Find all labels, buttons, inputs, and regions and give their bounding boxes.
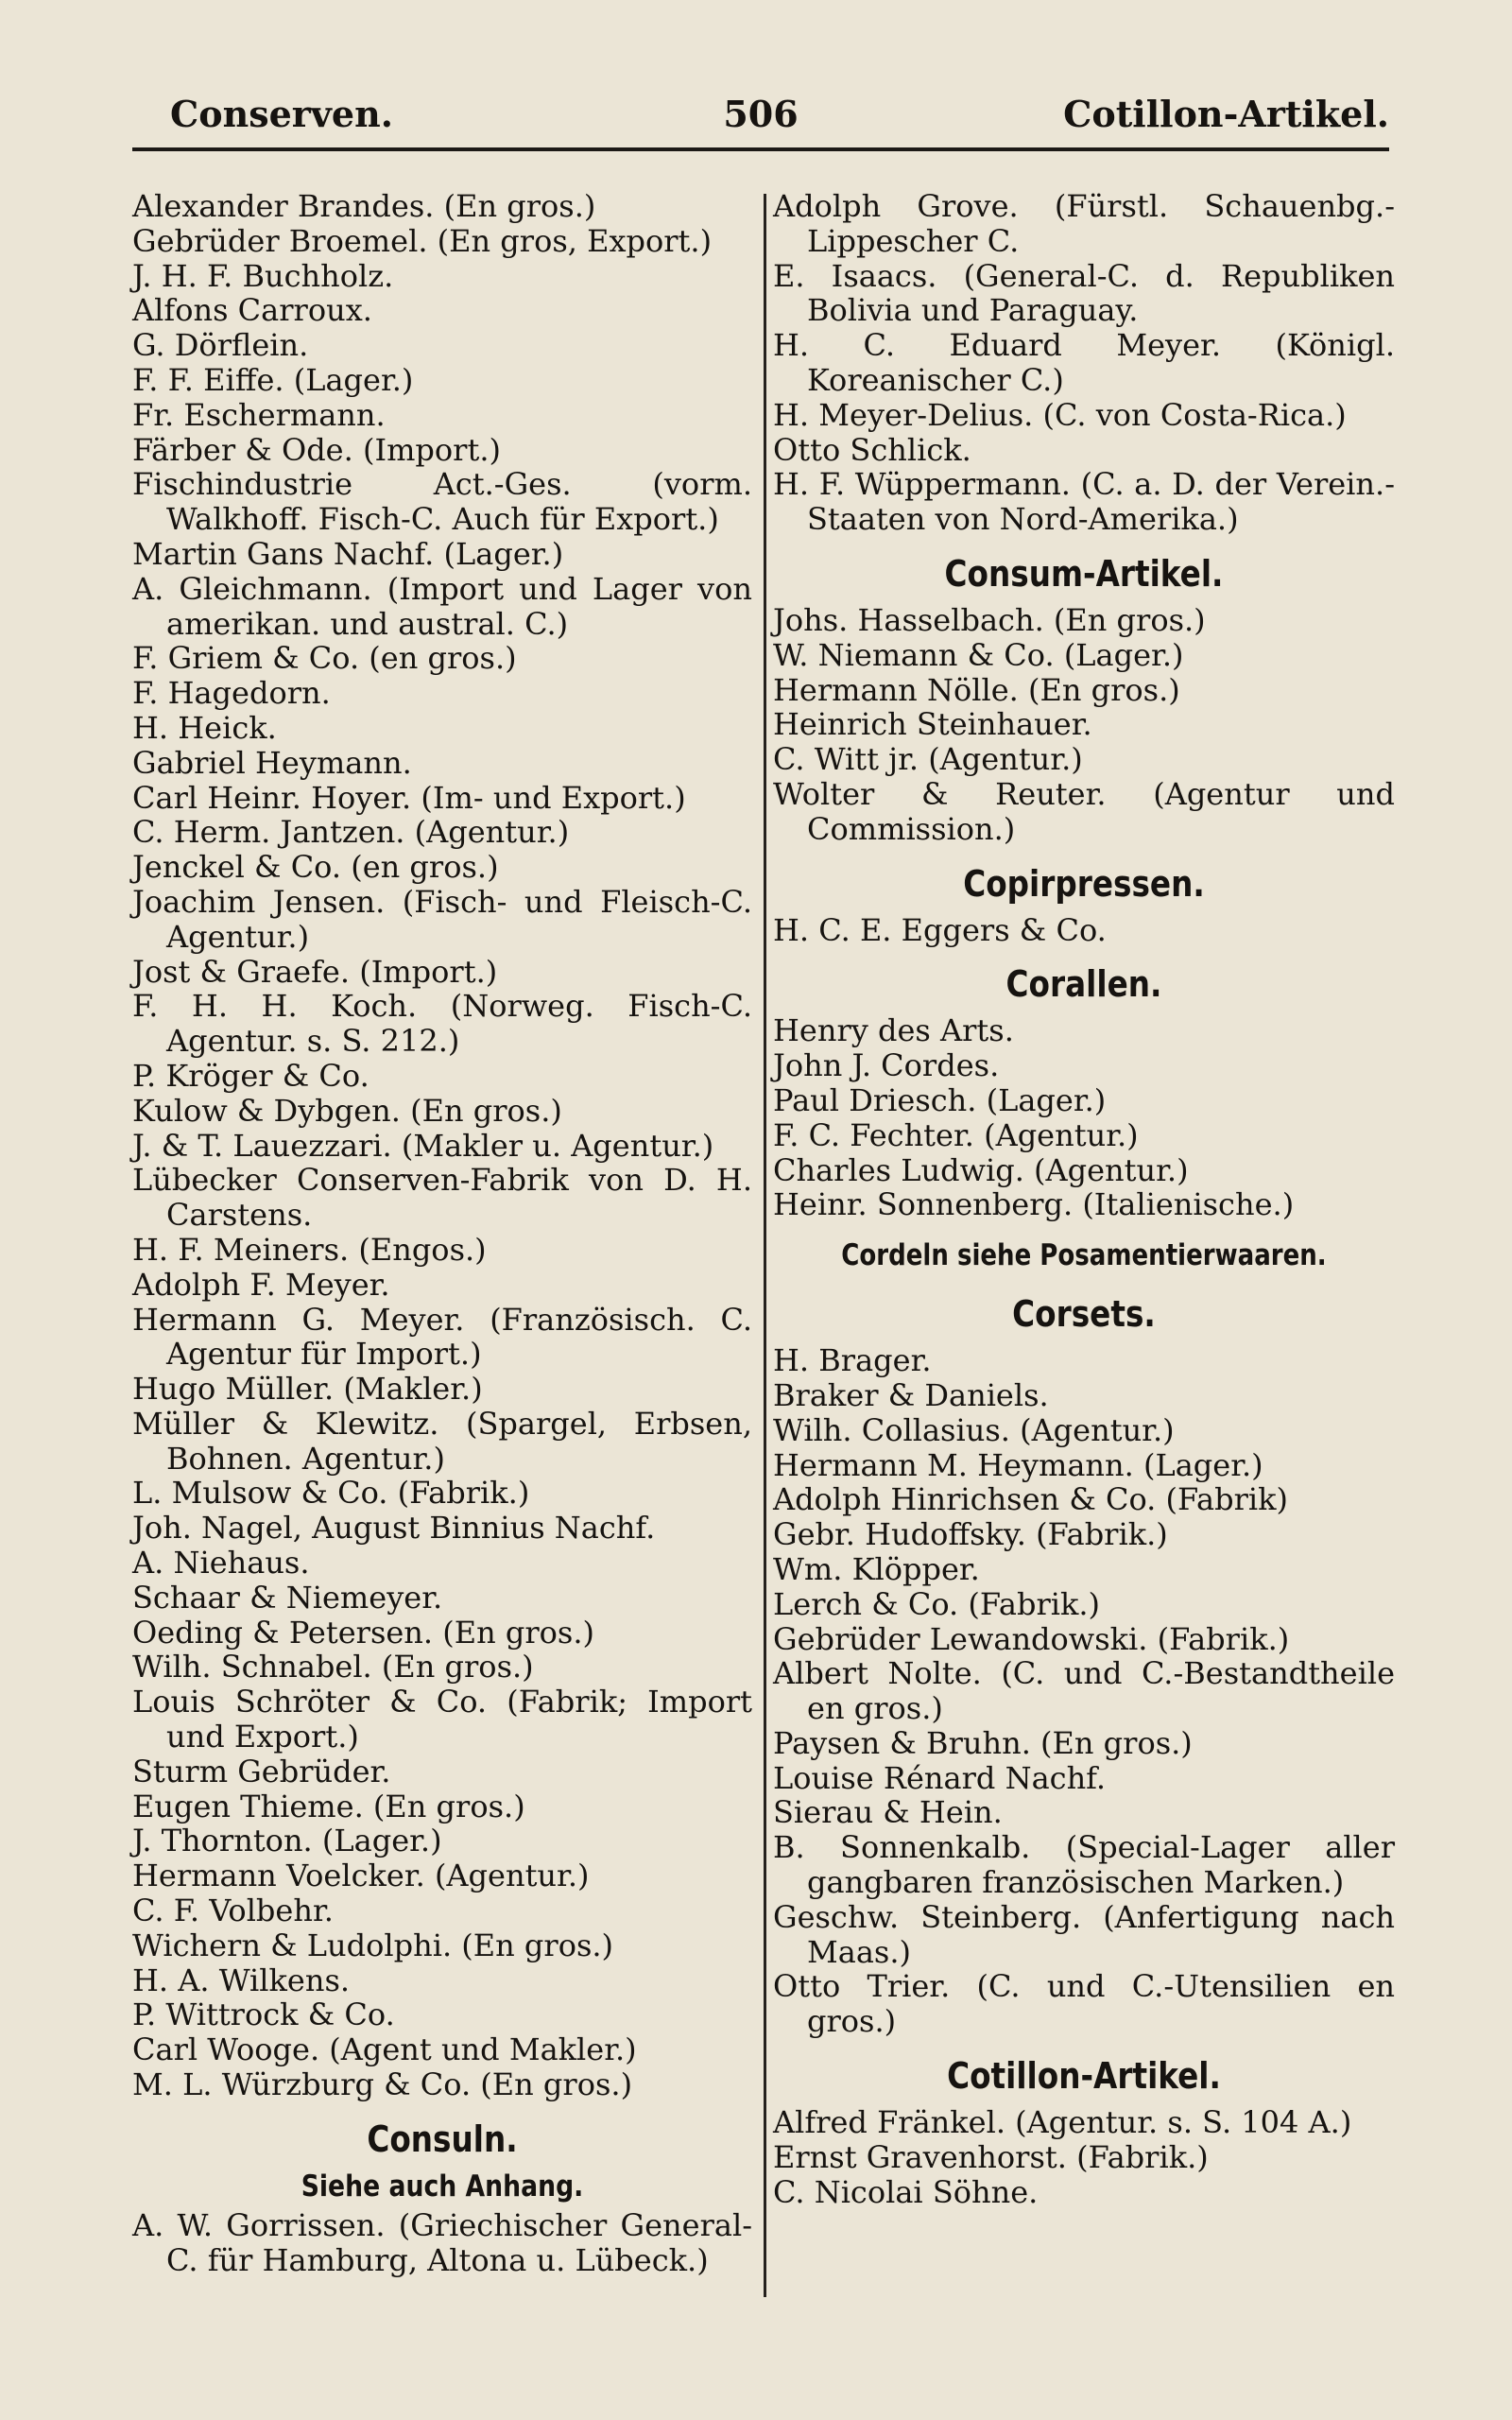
directory-entry: Carl Heinr. Hoyer. (Im- und Export.) — [132, 779, 686, 816]
directory-entry: C. Herm. Jantzen. (Agentur.) — [132, 814, 570, 851]
directory-entry: A. Niehaus. — [132, 1545, 310, 1582]
directory-entry: Müller & Klewitz. (Spargel, Erbsen, Bohnen. Agentur.) — [132, 1405, 752, 1477]
directory-entry: Otto Schlick. — [773, 431, 971, 468]
consuln-list — [132, 2208, 752, 2278]
directory-entry: Martin Gans Nachf. (Lager.) — [132, 535, 564, 572]
directory-entry: Gebr. Hudoffsky. (Fabrik.) — [773, 1516, 1168, 1553]
directory-entry: Färber & Ode. (Import.) — [132, 431, 501, 468]
directory-entry: Charles Ludwig. (Agentur.) — [773, 1151, 1189, 1188]
header-left-keyword: Conserven. — [170, 93, 393, 135]
directory-entry: Hugo Müller. (Makler.) — [132, 1371, 483, 1408]
directory-entry: Louis Schröter & Co. (Fabrik; Import und Export.) — [132, 1684, 752, 1755]
right-column — [773, 189, 1395, 2209]
directory-entry: Paul Driesch. (Lager.) — [773, 1081, 1107, 1118]
section-heading-corallen: Corallen. — [1005, 963, 1162, 1006]
directory-entry: John J. Cordes. — [773, 1047, 1000, 1084]
copirpressen-list — [773, 913, 1395, 948]
directory-entry: Gebrüder Lewandowski. (Fabrik.) — [773, 1620, 1290, 1657]
left-column — [132, 189, 752, 2277]
section-heading-consum-artikel: Consum-Artikel. — [944, 552, 1224, 595]
page-number: 506 — [723, 93, 799, 135]
directory-entry: H. F. Wüppermann. (C. a. D. der Verein.-Staaten von Nord-Amerika.) — [773, 466, 1395, 538]
conserven-list — [132, 189, 752, 2102]
directory-entry: Hermann G. Meyer. (Französisch. C. Agentur für Import.) — [132, 1301, 752, 1373]
directory-entry: W. Niemann & Co. (Lager.) — [773, 636, 1184, 673]
directory-entry: H. Heick. — [132, 709, 277, 746]
consuln-cross-reference: Siehe auch Anhang. — [301, 2169, 584, 2204]
directory-entry: Jost & Graefe. (Import.) — [132, 953, 498, 990]
directory-entry: Braker & Daniels. — [773, 1376, 1049, 1413]
directory-entry: H. Brager. — [773, 1342, 932, 1379]
directory-entry: Jenckel & Co. (en gros.) — [132, 849, 499, 886]
cordeln-cross-reference: Cordeln siehe Posamentierwaaren. — [841, 1238, 1327, 1273]
running-head — [132, 85, 1389, 146]
directory-entry: Hermann Nölle. (En gros.) — [773, 671, 1180, 708]
section-heading-consuln: Consuln. — [367, 2118, 518, 2160]
directory-entry: H. A. Wilkens. — [132, 1962, 351, 1998]
directory-entry: F. Griem & Co. (en gros.) — [132, 640, 517, 677]
directory-entry: Wilh. Collasius. (Agentur.) — [773, 1411, 1175, 1448]
directory-entry: M. L. Würzburg & Co. (En gros.) — [132, 2066, 633, 2103]
directory-entry: H. F. Meiners. (Engos.) — [132, 1231, 487, 1268]
column-divider — [764, 194, 766, 2297]
directory-entry: G. Dörflein. — [132, 327, 309, 364]
directory-entry: H. C. E. Eggers & Co. — [773, 911, 1107, 948]
directory-entry: Alexander Brandes. (En gros.) — [132, 188, 596, 224]
directory-entry: Sturm Gebrüder. — [132, 1753, 391, 1789]
directory-entry: H. C. Eduard Meyer. (Königl. Koreanischer C.) — [773, 327, 1395, 398]
directory-entry: J. & T. Lauezzari. (Makler u. Agentur.) — [132, 1127, 714, 1164]
directory-entry: Wichern & Ludolphi. (En gros.) — [132, 1927, 614, 1963]
consuln-continued-list — [773, 189, 1395, 537]
directory-entry: J. Thornton. (Lager.) — [132, 1823, 442, 1859]
directory-entry: Schaar & Niemeyer. — [132, 1579, 443, 1616]
directory-entry: Adolph Hinrichsen & Co. (Fabrik) — [773, 1481, 1288, 1518]
directory-entry: P. Wittrock & Co. — [132, 1996, 395, 2033]
directory-entry: Louise Rénard Nachf. — [773, 1759, 1107, 1796]
directory-entry: F. Hagedorn. — [132, 675, 331, 712]
cotillon-artikel-list — [773, 2105, 1395, 2209]
directory-entry: Wolter & Reuter. (Agentur und Commission.) — [773, 775, 1395, 847]
directory-entry: C. F. Volbehr. — [132, 1893, 334, 1929]
directory-entry: Alfred Fränkel. (Agentur. s. S. 104 A.) — [773, 2104, 1352, 2141]
directory-entry: Lerch & Co. (Fabrik.) — [773, 1585, 1101, 1622]
directory-entry: B. Sonnenkalb. (Special-Lager aller gangbaren französischen Marken.) — [773, 1829, 1395, 1901]
directory-entry: Gabriel Heymann. — [132, 744, 412, 781]
directory-entry: Wm. Klöpper. — [773, 1550, 980, 1587]
directory-entry: Albert Nolte. (C. und C.-Bestandtheile en gros.) — [773, 1655, 1395, 1727]
directory-entry: P. Kröger & Co. — [132, 1057, 369, 1094]
directory-entry: Hermann M. Heymann. (Lager.) — [773, 1446, 1263, 1483]
directory-entry: J. H. F. Buchholz. — [132, 257, 394, 294]
directory-entry: Hermann Voelcker. (Agentur.) — [132, 1858, 590, 1894]
directory-entry: H. Meyer-Delius. (C. von Costa-Rica.) — [773, 396, 1347, 433]
header-rule — [132, 147, 1389, 151]
directory-entry: Henry des Arts. — [773, 1012, 1014, 1049]
directory-entry: F. C. Fechter. (Agentur.) — [773, 1116, 1139, 1153]
directory-entry: C. Witt jr. (Agentur.) — [773, 741, 1083, 778]
directory-entry: Adolph Grove. (Fürstl. Schauenbg.-Lippescher C. — [773, 188, 1395, 259]
directory-entry: Oeding & Petersen. (En gros.) — [132, 1614, 594, 1651]
directory-entry: Alfons Carroux. — [132, 292, 372, 329]
directory-entry: Eugen Thieme. (En gros.) — [132, 1788, 525, 1824]
directory-entry: Kulow & Dybgen. (En gros.) — [132, 1092, 562, 1129]
directory-entry: F. F. Eiffe. (Lager.) — [132, 361, 414, 398]
directory-entry: Fischindustrie Act.-Ges. (vorm. Walkhoff. Fisch-C. Auch für Export.) — [132, 466, 752, 538]
directory-entry: Lübecker Conserven-Fabrik von D. H. Carstens. — [132, 1162, 752, 1234]
header-right-keyword: Cotillon-Artikel. — [1063, 93, 1389, 135]
consum-artikel-list — [773, 603, 1395, 847]
directory-entry: E. Isaacs. (General-C. d. Republiken Bolivia und Paraguay. — [773, 257, 1395, 329]
directory-entry: F. H. H. Koch. (Norweg. Fisch-C. Agentur. s. S. 212.) — [132, 988, 752, 1060]
directory-entry: Joh. Nagel, August Binnius Nachf. — [132, 1510, 656, 1547]
directory-entry: Carl Wooge. (Agent und Makler.) — [132, 2031, 637, 2068]
directory-entry: Johs. Hasselbach. (En gros.) — [773, 601, 1206, 638]
directory-entry: Wilh. Schnabel. (En gros.) — [132, 1649, 534, 1685]
directory-entry: A. W. Gorrissen. (Griechischer General-C. für Hamburg, Altona u. Lübeck.) — [132, 2206, 752, 2278]
directory-entry: L. Mulsow & Co. (Fabrik.) — [132, 1475, 530, 1512]
directory-entry: Paysen & Bruhn. (En gros.) — [773, 1724, 1193, 1761]
section-heading-copirpressen: Copirpressen. — [963, 862, 1205, 905]
corallen-list — [773, 1013, 1395, 1222]
directory-entry: C. Nicolai Söhne. — [773, 2173, 1039, 2210]
directory-entry: Joachim Jensen. (Fisch- und Fleisch-C. Agentur.) — [132, 883, 752, 955]
directory-entry: Gebrüder Broemel. (En gros, Export.) — [132, 222, 713, 259]
directory-entry: A. Gleichmann. (Import und Lager von amerikan. und austral. C.) — [132, 570, 752, 642]
section-heading-cotillon-artikel: Cotillon-Artikel. — [947, 2055, 1221, 2098]
directory-entry: Heinr. Sonnenberg. (Italienische.) — [773, 1186, 1295, 1223]
directory-entry: Fr. Eschermann. — [132, 396, 386, 433]
directory-entry: Sierau & Hein. — [773, 1794, 1003, 1831]
directory-entry: Otto Trier. (C. und C.-Utensilien en gros.) — [773, 1968, 1395, 2040]
section-heading-corsets: Corsets. — [1012, 1293, 1156, 1336]
directory-entry: Geschw. Steinberg. (Anfertigung nach Maas.) — [773, 1898, 1395, 1970]
directory-entry: Adolph F. Meyer. — [132, 1266, 390, 1303]
corsets-list — [773, 1343, 1395, 2039]
directory-entry: Ernst Gravenhorst. (Fabrik.) — [773, 2138, 1209, 2175]
directory-entry: Heinrich Steinhauer. — [773, 706, 1092, 743]
